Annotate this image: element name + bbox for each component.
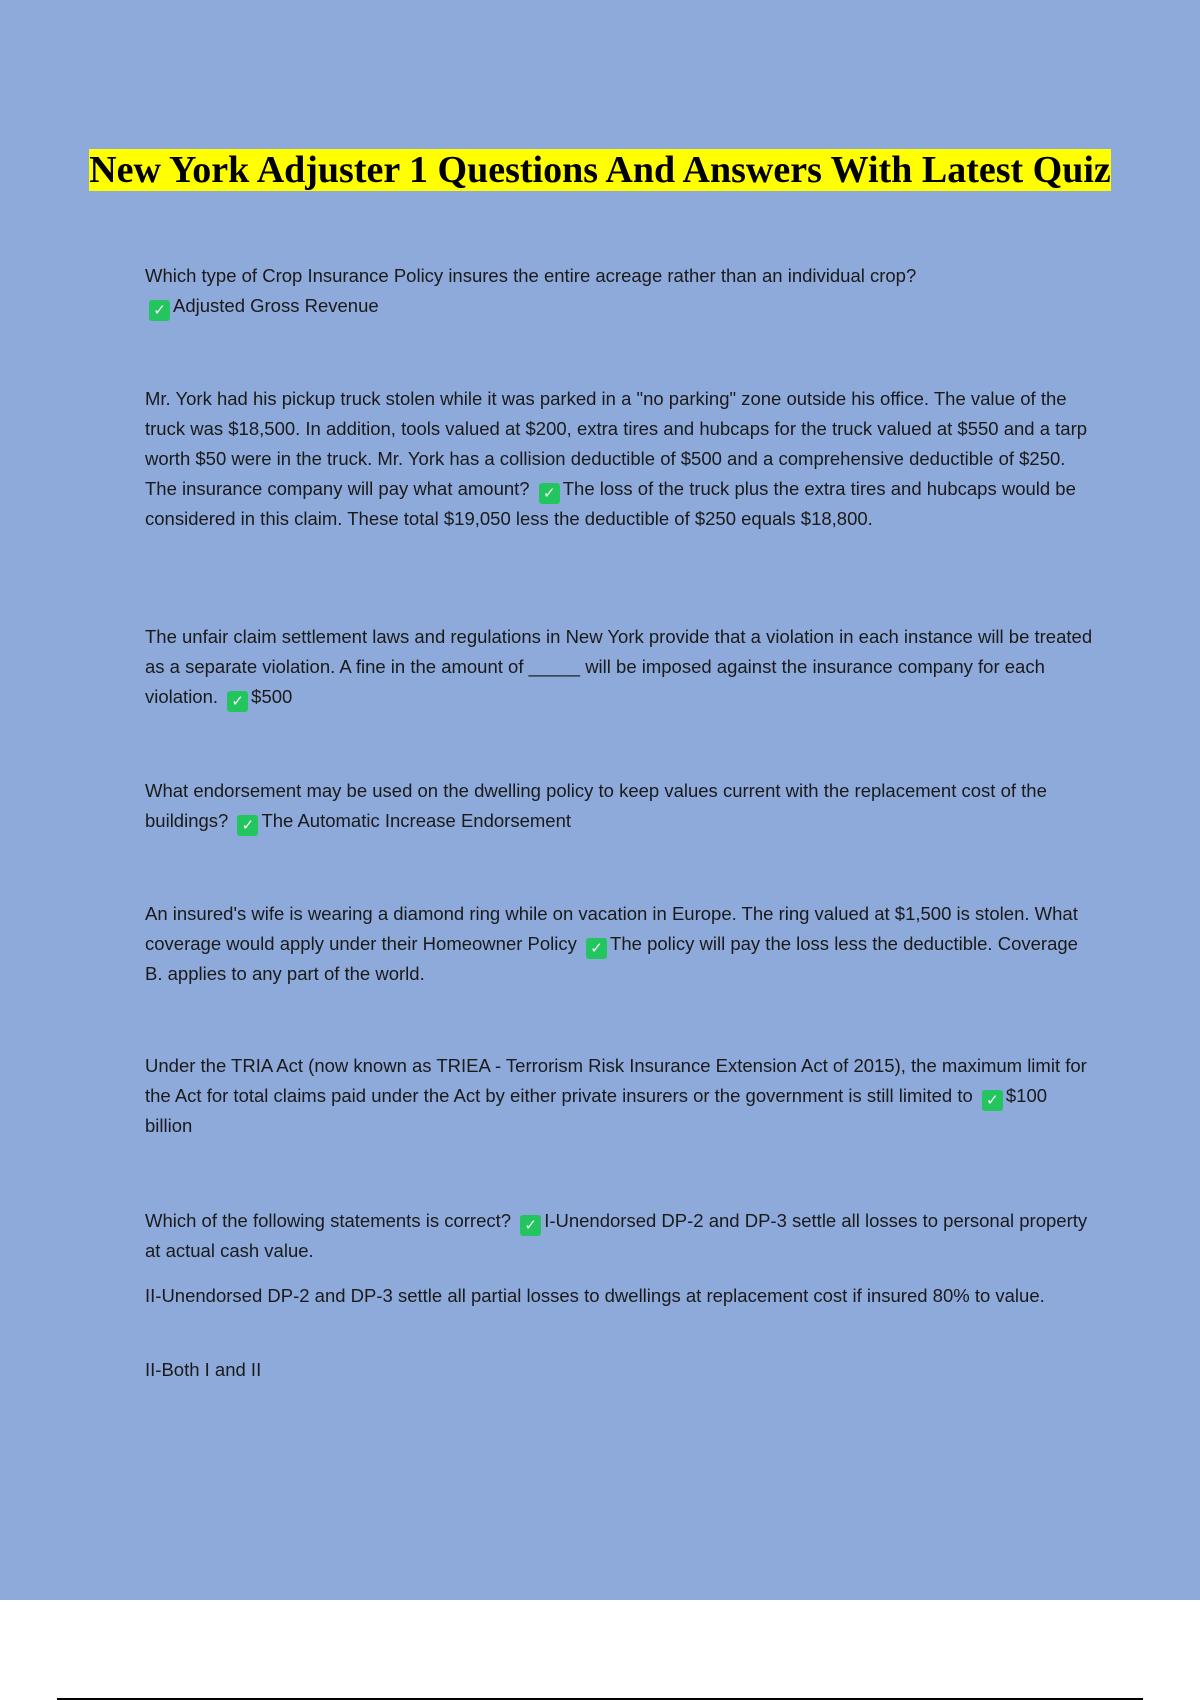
- check-icon: ✓: [149, 300, 170, 321]
- question-text: Under the TRIA Act (now known as TRIEA - Terrorism Risk Insurance Extension Act of 2015), the maximum limit for the Act for total claims paid under the Act by either private insurers or the government is still limited to: [145, 1055, 1087, 1106]
- answer-text: $100 billion: [145, 1085, 1048, 1136]
- question-text: Which of the following statements is correct?: [145, 1210, 512, 1231]
- qa-item-6: [145, 1051, 1095, 1141]
- question-text: What endorsement may be used on the dwelling policy to keep values current with the replacement cost of the buildings?: [145, 780, 1047, 831]
- question-text: Which type of Crop Insurance Policy insures the entire acreage rather than an individual crop?: [145, 265, 917, 286]
- check-icon: ✓: [586, 938, 607, 959]
- answer-extra-line-1: II-Unendorsed DP-2 and DP-3 settle all partial losses to dwellings at replacement cost if insured 80% to value.: [145, 1285, 1045, 1306]
- answer-extra-line-2: II-Both I and II: [145, 1359, 262, 1380]
- answer-text: The loss of the truck plus the extra tires and hubcaps would be considered in this claim. These total $19,050 less the deductible of $250 equals $18,800.: [145, 478, 1076, 529]
- question-text: Mr. York had his pickup truck stolen while it was parked in a "no parking" zone outside his office. The value of the truck was $18,500. In addition, tools valued at $200, extra tires and hubcaps for the truck valued at $550 and a tarp worth $50 were in the truck. Mr. York has a collision deductible of $500 and a comprehensive deductible of $250. The insurance company will pay what amount?: [145, 388, 1088, 499]
- answer-text: The policy will pay the loss less the deductible. Coverage B. applies to any part of the world.: [145, 933, 1078, 984]
- title-wrap: [0, 145, 1200, 196]
- check-icon: ✓: [237, 815, 258, 836]
- qa-item-2: [145, 384, 1095, 534]
- qa-item-4: [145, 776, 1095, 836]
- answer-text: Adjusted Gross Revenue: [173, 295, 379, 316]
- answer-text: The Automatic Increase Endorsement: [261, 810, 571, 831]
- check-icon: ✓: [227, 691, 248, 712]
- answer-text: $500: [251, 686, 293, 707]
- answer-text: I-Unendorsed DP-2 and DP-3 settle all losses to personal property at actual cash value.: [145, 1210, 1088, 1261]
- qa-item-1: [145, 261, 1095, 321]
- question-text: The unfair claim settlement laws and regulations in New York provide that a violation in each instance will be treated as a separate violation. A fine in the amount of _____ will be imposed against the insurance company for each violation.: [145, 626, 1093, 707]
- check-icon: ✓: [982, 1090, 1003, 1111]
- check-icon: ✓: [539, 483, 560, 504]
- question-text: An insured's wife is wearing a diamond ring while on vacation in Europe. The ring valued at $1,500 is stolen. What coverage would apply under their Homeowner Policy: [145, 903, 1078, 954]
- page-title: New York Adjuster 1 Questions And Answers With Latest Quiz: [89, 149, 1111, 191]
- check-icon: ✓: [520, 1215, 541, 1236]
- qa-item-5: [145, 899, 1095, 989]
- qa-item-3: [145, 622, 1095, 712]
- qa-item-7: [145, 1206, 1095, 1266]
